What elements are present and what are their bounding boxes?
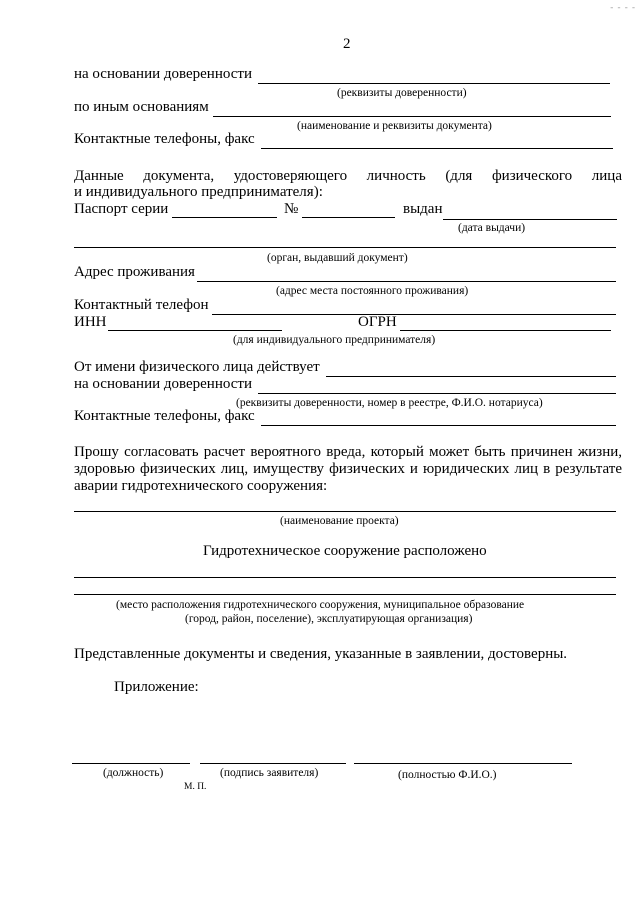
- residence-label: Адрес проживания: [74, 264, 195, 280]
- representative-proxy-hint: (реквизиты доверенности, номер в реестре, Ф.И.О. нотариуса): [236, 397, 543, 409]
- contact-phone-line[interactable]: [212, 314, 616, 315]
- position-hint: (должность): [103, 767, 164, 779]
- seal-mark: М. П.: [184, 782, 207, 792]
- residence-line[interactable]: [197, 281, 616, 282]
- full-name-line[interactable]: [354, 763, 572, 764]
- request-text-line1: Прошу согласовать расчет вероятного вреда, который может быть причинен жизни,: [74, 444, 622, 460]
- signature-hint: (подпись заявителя): [220, 767, 319, 779]
- other-basis-label: по иным основаниям: [74, 99, 209, 115]
- proxy-basis-hint: (реквизиты доверенности): [337, 87, 467, 99]
- contacts-line[interactable]: [261, 148, 613, 149]
- location-hint-line2: (город, район, поселение), эксплуатирующая организация): [185, 613, 473, 625]
- corner-mark: - - - -: [610, 2, 636, 12]
- location-title: Гидротехническое сооружение расположено: [203, 543, 487, 559]
- proxy-basis-label: на основании доверенности: [74, 66, 252, 82]
- residence-hint: (адрес места постоянного проживания): [276, 285, 469, 297]
- contact-phone-label: Контактный телефон: [74, 297, 209, 313]
- project-line[interactable]: [74, 511, 616, 512]
- attachment-label: Приложение:: [114, 679, 199, 695]
- other-basis-line[interactable]: [213, 116, 611, 117]
- request-text-line2: здоровью физических лиц, имуществу физических и юридических лиц в результате: [74, 461, 622, 477]
- proxy-basis-line[interactable]: [258, 83, 610, 84]
- issue-date-hint: (дата выдачи): [458, 222, 526, 234]
- project-hint: (наименование проекта): [280, 515, 399, 527]
- representative-contacts-label: Контактные телефоны, факс: [74, 408, 255, 424]
- ogrn-label: ОГРН: [358, 314, 397, 330]
- position-line[interactable]: [72, 763, 190, 764]
- signature-line[interactable]: [200, 763, 346, 764]
- other-basis-hint: (наименование и реквизиты документа): [297, 120, 492, 132]
- representative-proxy-line[interactable]: [258, 393, 616, 394]
- declaration-text: Представленные документы и сведения, указанные в заявлении, достоверны.: [74, 646, 568, 662]
- issue-date-line[interactable]: [443, 219, 617, 220]
- request-text-line3: аварии гидротехнического сооружения:: [74, 478, 328, 494]
- full-name-hint: (полностью Ф.И.О.): [398, 769, 497, 781]
- issued-label: выдан: [403, 201, 443, 217]
- contacts-label: Контактные телефоны, факс: [74, 131, 255, 147]
- inn-line[interactable]: [108, 330, 282, 331]
- issuer-line[interactable]: [74, 247, 616, 248]
- representative-proxy-label: на основании доверенности: [74, 376, 252, 392]
- location-line-1[interactable]: [74, 577, 616, 578]
- passport-number-line[interactable]: [302, 217, 395, 218]
- ogrn-line[interactable]: [400, 330, 611, 331]
- inn-label: ИНН: [74, 314, 107, 330]
- passport-series-line[interactable]: [172, 217, 277, 218]
- representative-contacts-line[interactable]: [261, 425, 616, 426]
- location-line-2[interactable]: [74, 594, 616, 595]
- representative-line[interactable]: [326, 376, 616, 377]
- page-number: 2: [343, 36, 351, 52]
- issuer-hint: (орган, выдавший документ): [267, 252, 408, 264]
- representative-label: От имени физического лица действует: [74, 359, 320, 375]
- passport-number-sign: №: [284, 201, 299, 217]
- passport-series-label: Паспорт серии: [74, 201, 169, 217]
- tax-hint: (для индивидуального предпринимателя): [233, 334, 436, 346]
- location-hint-line1: (место расположения гидротехнического сооружения, муниципальное образование: [116, 599, 525, 611]
- identity-text-line1: Данные документа, удостоверяющего личность (для физического лица: [74, 168, 622, 184]
- identity-text-line2: и индивидуального предпринимателя):: [74, 184, 323, 200]
